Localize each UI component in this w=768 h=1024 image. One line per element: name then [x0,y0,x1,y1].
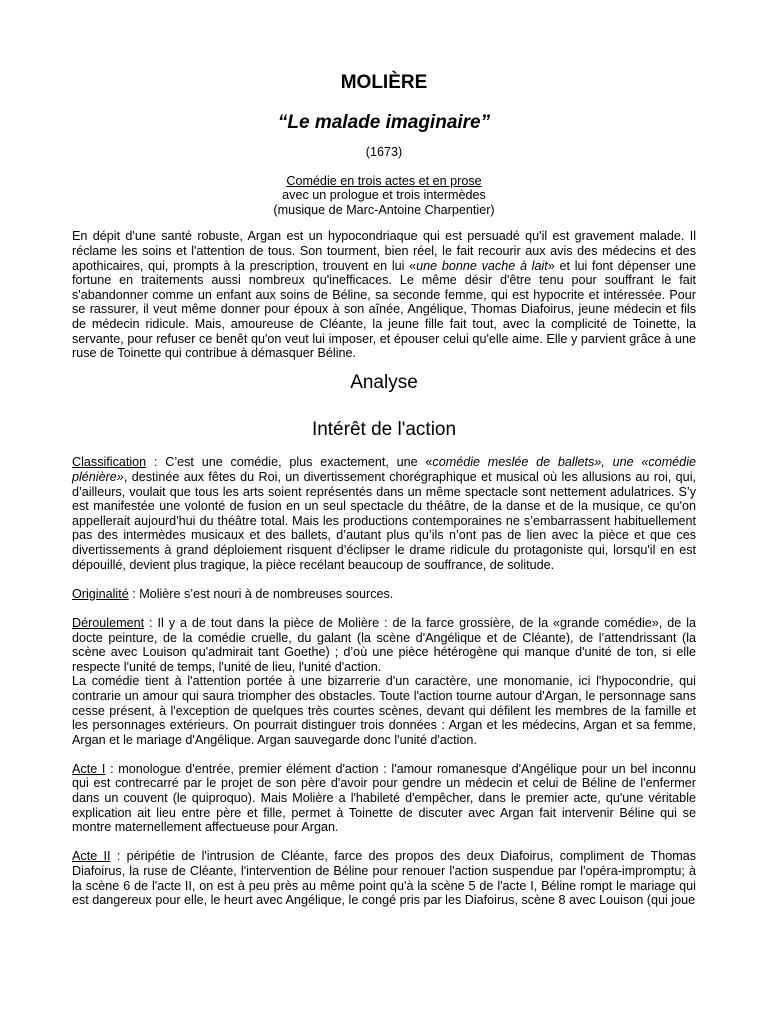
paragraph-acte-2: Acte II : péripétie de l'intrusion de Cléante, farce des propos des deux Diafoirus, compliment de Thomas Diafoirus, la ruse de Cléante, l'intervention de Béline pour renouer l'action suspendue par l'opéra-impromptu; à la scène 6 de l'acte II, on est à peu près au même point qu'à la scène 5 de l'acte I, Béline rompt le mariage qui est dangereux pour elle, le heurt avec Angélique, le congé pris par les Diafoirus, scène 8 avec Louison (qui joue [72,849,696,908]
paragraph-acte-1: Acte I : monologue d'entrée, premier élément d'action : l'amour romanesque d'Angélique pour un bel inconnu qui est contrecarré par le projet de son père d'avoir pour gendre un médecin et celui de Béline de l'enfermer dans un couvent (le quiproquo). Mais Molière a l'habileté d'empêcher, dans le premier acte, qu'une véritable explication ait lieu entre père et fille, permet à Toinette de discuter avec Argan fait intervenir Béline qui se montre maternellement affectueuse pour Argan. [72,761,696,835]
paragraph-originalite: Originalité : Molière s’est nouri à de nombreuses sources. [72,586,394,601]
paragraph-deroulement: Déroulement : Il y a de tout dans la pièce de Molière : de la farce grossière, de la «grande comédie», de la docte peinture, de la comédie cruelle, du galant (la scène d'Angélique et de Cléante), de l’attendrissant (la scène avec Louison qu'admirait tant Goethe) ; d’où une pièce hétérogène qui manque d'unité de ton, si elle respecte l'unité de temps, l'unité de lieu, l'unité d'action. [72,615,696,674]
label-deroulement: Déroulement [72,615,145,630]
label-classification: Classification [72,455,147,470]
heading-interet-action: Intérêt de l'action [311,418,457,440]
label-acte-2: Acte II [72,849,111,864]
label-acte-1: Acte I [72,761,106,776]
subtitle-prologue: avec un prologue et trois intermèdes [282,188,486,203]
summary-paragraph: En dépit d'une santé robuste, Argan est un hypocondriaque qui est persuadé qu'il est gravement malade. Il réclame les soins et l'attention de tous. Son tourment, bien réel, le fait recourir aux avis des médecins et des apothicaires, qui, prompts à la prescription, trouvent en lui «une bonne vache à lait» et lui font dépenser une fortune en traitements aussi nombreux qu'inefficaces. Le même désir d'être tenu pour souffrant le fait s'abandonner comme un enfant aux soins de Béline, sa seconde femme, qui est hypocrite et intéressée. Pour se rassurer, il veut même donner pour époux à son aînée, Angélique, Thomas Diafoirus, jeune médecin et fils de médecin ridicule. Mais, amoureuse de Cléante, la jeune fille fait tout, avec la complicité de Toinette, la servante, pour refuser ce benêt qu'on veut lui imposer, et épouser celui qu'elle aime. Elle y parvient grâce à une ruse de Toinette qui contribue à démasquer Béline. [72,229,696,361]
subtitle-block [72,174,696,218]
play-year: (1673) [365,144,403,159]
author-name: MOLIÈRE [340,72,428,93]
subtitle-music: (musique de Marc-Antoine Charpentier) [273,202,495,217]
document-page [72,72,696,908]
paragraph-deroulement-2: La comédie tient à l'attention portée à une bizarrerie d'un caractère, une monomanie, ici l'hypocondrie, qui contrarie un amour qui saura triompher des obstacles. Toute l'action tourne autour d'Argan, le personnage sans cesse présent, à l'exception de quelques très courtes scènes, devant qui défilent les membres de la famille et les personnages extérieurs. On pourrait distinguer trois données : Argan et les médecins, Argan et sa femme, Argan et le mariage d'Angélique. Argan sauvegarde donc l'unité d'action. [72,674,696,747]
heading-analyse: Analyse [350,371,418,393]
play-title: “Le malade imaginaire” [277,111,491,133]
paragraph-classification: Classification : C’est une comédie, plus exactement, une «comédie meslée de ballets», une «comédie plénière», destinée aux fêtes du Roi, un divertissement chorégraphique et musical où les allusions au roi, qui, d’ailleurs, voulait que tous les arts soient représentés dans un même spectacle sont nettement adulatrices. S’y est manifestée une volonté de fusion en un seul spectacle du théâtre, de la danse et de la musique, ce qu'on appellerait aujourd'hui du théâtre total. Mais les productions contemporaines ne s’embarrassent habituellement pas des intermèdes musicaux et des ballets, d’autant plus qu’ils n’ont pas de lien avec la pièce et que ces divertissements à grand déploiement risquent d’éclipser le drame ridicule du protagoniste qui, lorsqu'il en est dépouillé, devient plus tragique, la pièce recélant beaucoup de souffrance, de solitude. [72,455,696,572]
label-originalite: Originalité [72,586,129,601]
subtitle-genre: Comédie en trois actes et en prose [286,173,482,188]
